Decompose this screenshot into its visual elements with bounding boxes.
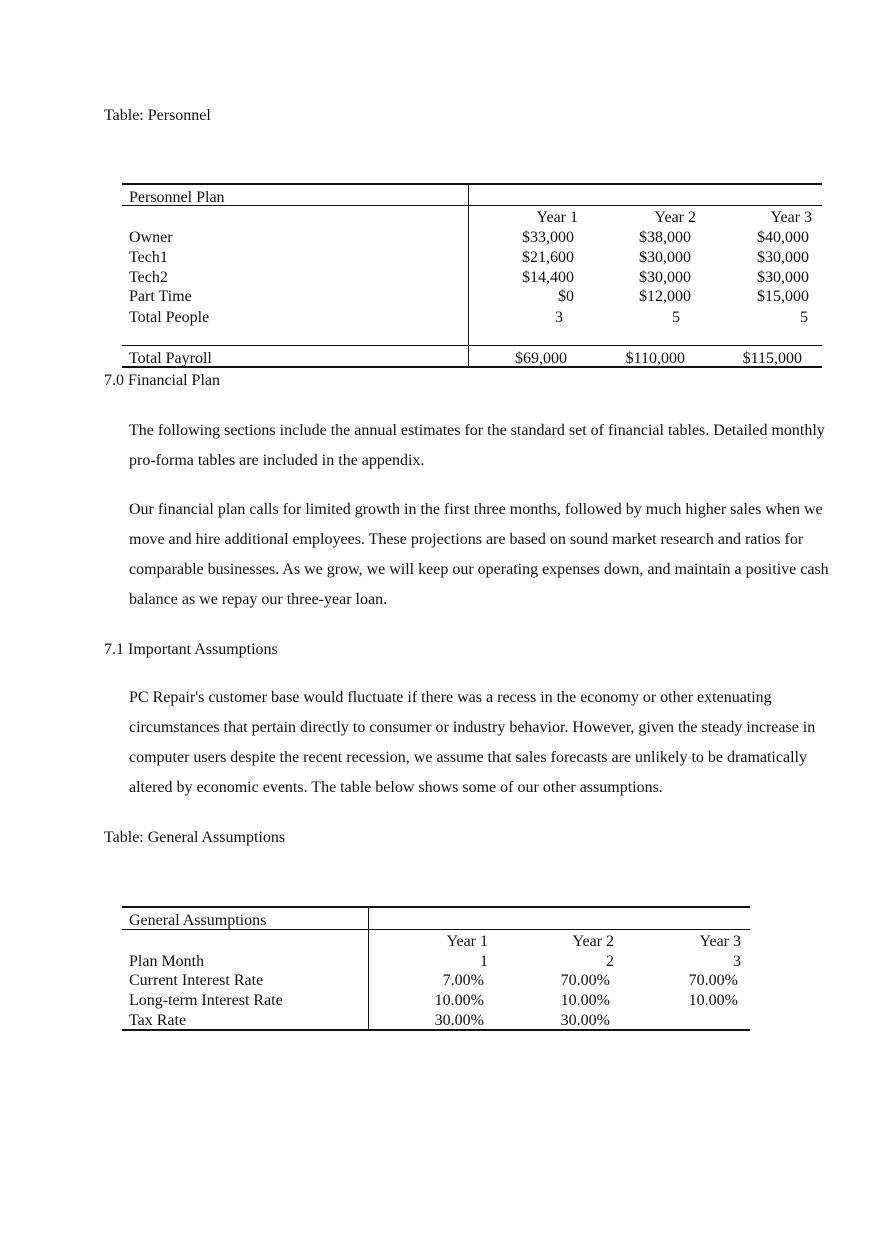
row-label: Tech1 [129,249,168,266]
table-cell: 3 [555,309,563,326]
table-cell: 70.00% [560,972,610,989]
row-label: Long-term Interest Rate [129,992,283,1009]
table-cell: 5 [800,309,808,326]
table-cell: $69,000 [515,350,567,367]
table-cell: $15,000 [757,288,809,305]
table-cell: $0 [558,288,574,305]
assumptions-table-title: General Assumptions [129,912,267,929]
table-cell: $12,000 [639,288,691,305]
row-label: Owner [129,229,173,246]
table-cell: $14,400 [522,269,574,286]
table-cell: $33,000 [522,229,574,246]
year-header: Year 1 [446,933,488,950]
table-cell: $30,000 [639,249,691,266]
table-cell: 70.00% [688,972,738,989]
table-assumptions-caption: Table: General Assumptions [104,829,286,846]
personnel-table-title: Personnel Plan [129,189,225,206]
year-header: Year 2 [654,209,696,226]
row-label: Total People [129,309,210,326]
table-cell: $30,000 [757,269,809,286]
table-cell: 1 [480,953,488,970]
table-column-divider [368,907,369,1030]
table-column-divider [468,184,469,367]
row-label: Tech2 [129,269,168,286]
table-cell: 2 [606,953,614,970]
row-label: Part Time [129,288,192,305]
table-cell: 30.00% [434,1012,484,1029]
year-header: Year 3 [770,209,812,226]
row-label: Current Interest Rate [129,972,264,989]
paragraph: The following sections include the annual estimates for the standard set of financial tables. Detailed monthly pro-forma tables are included in the appendix. [129,422,825,469]
section-heading-financial-plan: 7.0 Financial Plan [104,372,220,389]
table-header-rule [122,205,822,206]
paragraph: Our financial plan calls for limited growth in the first three months, followed by much higher sales when we move and hire additional employees. These projections are based on sound market research and ratios for comparable businesses. As we grow, we will keep our operating expenses down, and maintain a positive cash balance as we repay our three-year loan. [129,501,829,608]
table-cell: $115,000 [742,350,802,367]
table-cell: 10.00% [434,992,484,1009]
table-cell: 10.00% [560,992,610,1009]
table-cell: $38,000 [639,229,691,246]
table-total-rule [122,345,822,346]
paragraph: PC Repair's customer base would fluctuate if there was a recess in the economy or other extenuating circumstances that pertain directly to consumer or industry behavior. However, given the steady increase in computer users despite the recent recession, we assume that sales forecasts are unlikely to be dramatically altered by economic events. The table below shows some of our other assumptions. [129,689,816,796]
table-cell: $30,000 [757,249,809,266]
year-header: Year 3 [699,933,741,950]
table-cell: 10.00% [688,992,738,1009]
table-top-rule [122,183,822,185]
table-cell: $40,000 [757,229,809,246]
year-header: Year 1 [536,209,578,226]
row-label: Plan Month [129,953,205,970]
table-personnel-caption: Table: Personnel [104,107,211,124]
table-cell: 5 [672,309,680,326]
section-heading-important-assumptions: 7.1 Important Assumptions [104,641,278,658]
table-cell: 30.00% [560,1012,610,1029]
table-top-rule [122,906,750,908]
year-header: Year 2 [572,933,614,950]
row-label: Tax Rate [129,1012,187,1029]
total-label: Total Payroll [129,350,212,367]
table-cell: $21,600 [522,249,574,266]
table-cell: 3 [733,953,741,970]
table-cell: $110,000 [625,350,685,367]
table-cell: 7.00% [442,972,484,989]
table-cell: $30,000 [639,269,691,286]
